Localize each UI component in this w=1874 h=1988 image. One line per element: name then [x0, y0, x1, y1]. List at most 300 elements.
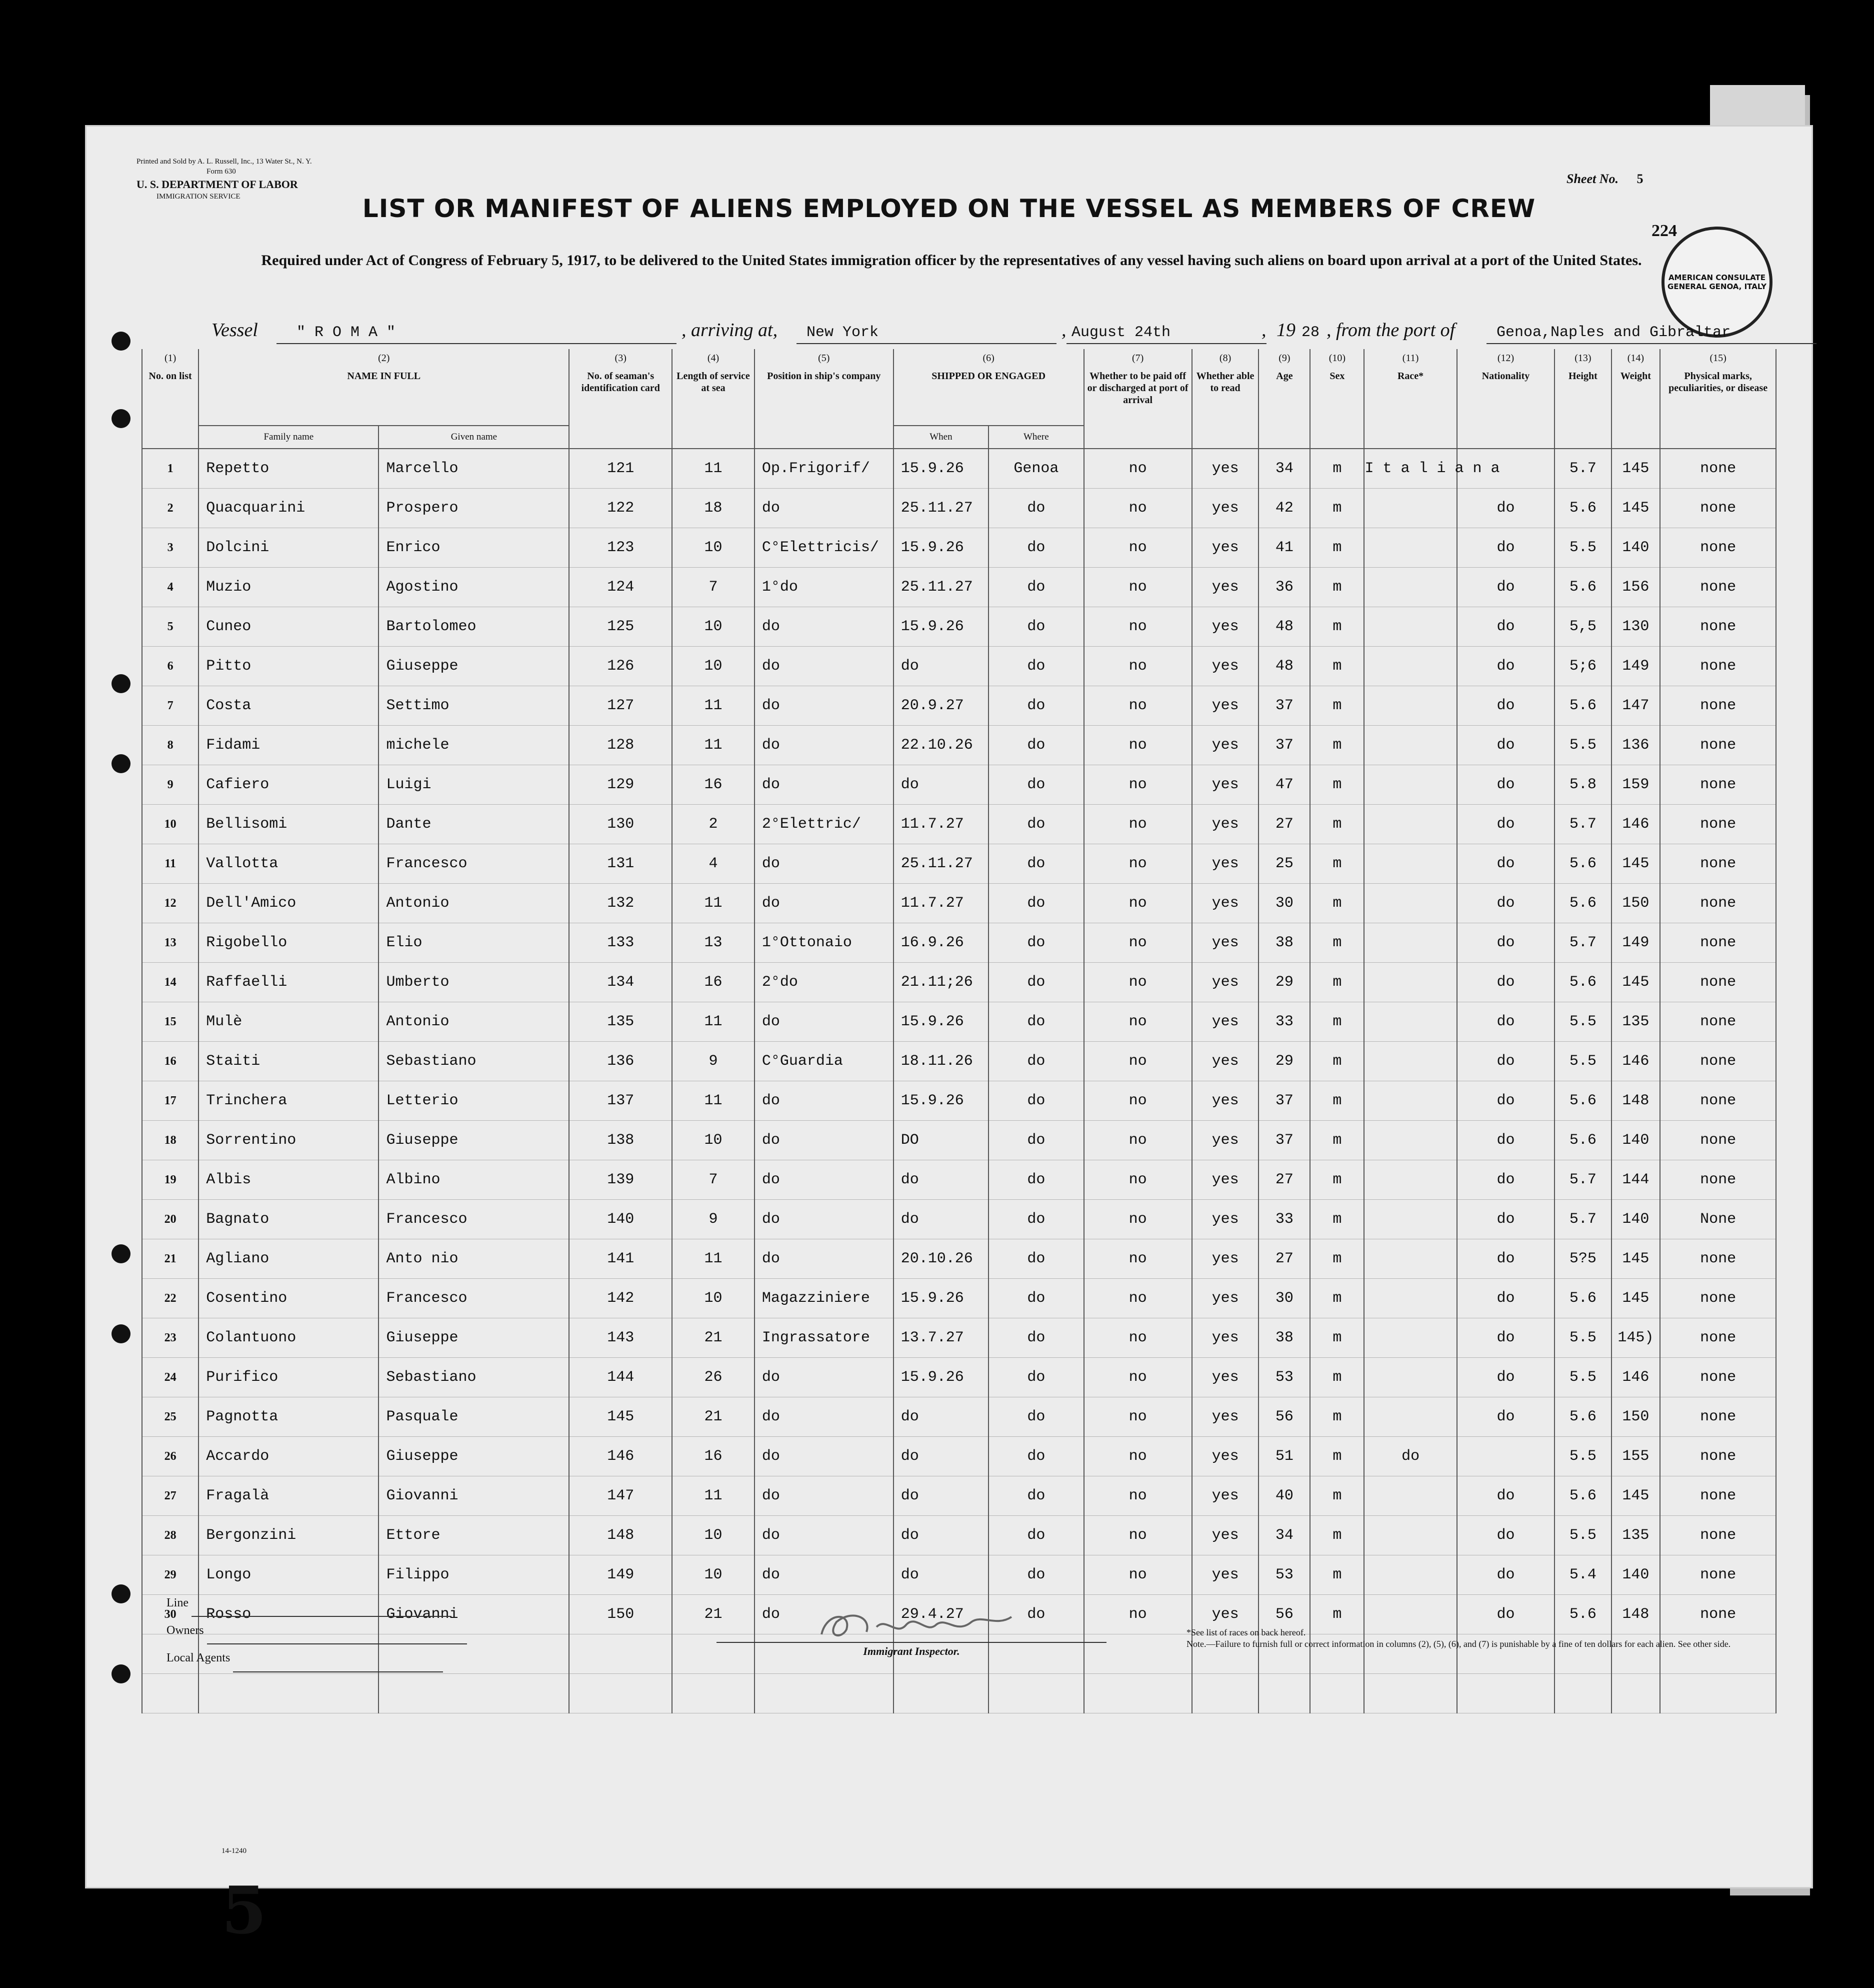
shipped-where: do: [988, 844, 1084, 884]
service-length: 10: [672, 1279, 754, 1318]
age: 38: [1258, 923, 1310, 963]
given-name: Enrico: [378, 528, 569, 568]
nationality: do: [1457, 1476, 1555, 1516]
paid-off: no: [1084, 1121, 1192, 1160]
family-name: Purifico: [198, 1358, 378, 1397]
from-port: Genoa,Naples and Gibraltar: [1496, 324, 1731, 341]
nationality: do: [1457, 844, 1555, 884]
shipped-when: do: [894, 1160, 988, 1200]
id-card-number: 129: [569, 765, 672, 805]
shipped-where: do: [988, 1160, 1084, 1200]
col-number: (14): [1612, 349, 1660, 370]
header-family-name: Family name: [198, 426, 378, 449]
race: [1364, 844, 1456, 884]
shipped-where: do: [988, 1002, 1084, 1042]
position: do: [754, 686, 894, 726]
height: 5.7: [1554, 449, 1611, 489]
height: 5.6: [1554, 1121, 1611, 1160]
height: 5.8: [1554, 765, 1611, 805]
position: do: [754, 1516, 894, 1555]
family-name: Longo: [198, 1555, 378, 1595]
able-to-read: yes: [1192, 765, 1259, 805]
id-card-number: 123: [569, 528, 672, 568]
age: 37: [1258, 726, 1310, 765]
physical-marks: none: [1660, 1042, 1776, 1081]
height: 5.6: [1554, 884, 1611, 923]
height: 5.6: [1554, 844, 1611, 884]
sex: m: [1310, 765, 1364, 805]
position: do: [754, 1239, 894, 1279]
nationality: do: [1457, 1002, 1555, 1042]
weight: 146: [1612, 1042, 1660, 1081]
service-length: 10: [672, 607, 754, 647]
row-number: 7: [142, 686, 198, 726]
height: 5.5: [1554, 1318, 1611, 1358]
given-name: Bartolomeo: [378, 607, 569, 647]
imprint-line: Printed and Sold by A. L. Russell, Inc., 13 Water St., N. Y.: [136, 158, 312, 166]
shipped-when: 13.7.27: [894, 1318, 988, 1358]
able-to-read: yes: [1192, 1200, 1259, 1239]
id-card-number: 127: [569, 686, 672, 726]
sex: m: [1310, 1555, 1364, 1595]
weight: 144: [1612, 1160, 1660, 1200]
arrival-date: August 24th: [1072, 324, 1171, 341]
blank-cell: [378, 1674, 569, 1713]
table-row: [142, 1002, 1776, 1042]
sex: m: [1310, 1002, 1364, 1042]
physical-marks: none: [1660, 647, 1776, 686]
nationality: do: [1457, 1555, 1555, 1595]
weight: 135: [1612, 1002, 1660, 1042]
paid-off: no: [1084, 1555, 1192, 1595]
given-name: Giuseppe: [378, 1318, 569, 1358]
paid-off: no: [1084, 726, 1192, 765]
nationality: do: [1457, 1042, 1555, 1081]
header-paid-off: Whether to be paid off or discharged at port of arrival: [1084, 370, 1192, 449]
family-name: Raffaelli: [198, 963, 378, 1002]
table-row: [142, 1555, 1776, 1595]
table-row: [142, 884, 1776, 923]
row-number: 14: [142, 963, 198, 1002]
paid-off: no: [1084, 489, 1192, 528]
height: 5.6: [1554, 1476, 1611, 1516]
age: 51: [1258, 1437, 1310, 1476]
physical-marks: none: [1660, 1437, 1776, 1476]
service-length: 13: [672, 923, 754, 963]
service-length: 26: [672, 1358, 754, 1397]
shipped-when: DO: [894, 1121, 988, 1160]
race: [1364, 963, 1456, 1002]
physical-marks: none: [1660, 1239, 1776, 1279]
id-card-number: 142: [569, 1279, 672, 1318]
sheet-number-label: Sheet No.: [1566, 172, 1618, 186]
given-name: Francesco: [378, 844, 569, 884]
row-number: 9: [142, 765, 198, 805]
service-length: 2: [672, 805, 754, 844]
race: [1364, 607, 1456, 647]
given-name: Sebastiano: [378, 1042, 569, 1081]
shipped-where: do: [988, 686, 1084, 726]
height: 5.5: [1554, 1437, 1611, 1476]
id-card-number: 146: [569, 1437, 672, 1476]
height: 5.7: [1554, 1160, 1611, 1200]
height: 5.6: [1554, 489, 1611, 528]
blank-cell: [1660, 1674, 1776, 1713]
row-number: 26: [142, 1437, 198, 1476]
signature-block: [166, 1589, 467, 1672]
shipped-where: do: [988, 1437, 1084, 1476]
able-to-read: yes: [1192, 1397, 1259, 1437]
col-number: (9): [1258, 349, 1310, 370]
able-to-read: yes: [1192, 1595, 1259, 1634]
blank-cell: [569, 1634, 672, 1674]
table-row: [142, 568, 1776, 607]
height: 5.5: [1554, 1042, 1611, 1081]
table-row: [142, 528, 1776, 568]
position: do: [754, 647, 894, 686]
paid-off: no: [1084, 1279, 1192, 1318]
weight: 148: [1612, 1595, 1660, 1634]
imprint-department: U. S. DEPARTMENT OF LABOR: [136, 178, 298, 191]
row-number: 10: [142, 805, 198, 844]
shipped-when: 15.9.26: [894, 1002, 988, 1042]
table-row: [142, 1121, 1776, 1160]
arriving-label: , arriving at,: [682, 320, 778, 341]
sex: m: [1310, 1318, 1364, 1358]
age: 37: [1258, 1121, 1310, 1160]
paid-off: no: [1084, 1002, 1192, 1042]
id-card-number: 149: [569, 1555, 672, 1595]
vessel-label: Vessel: [212, 320, 258, 341]
age: 37: [1258, 686, 1310, 726]
race: I t a l i a n a: [1364, 449, 1456, 489]
service-length: 11: [672, 1081, 754, 1121]
shipped-when: do: [894, 1516, 988, 1555]
id-card-number: 147: [569, 1476, 672, 1516]
punch-hole-icon: [112, 1244, 130, 1263]
sheet-number-value: 5: [1636, 172, 1644, 186]
physical-marks: none: [1660, 923, 1776, 963]
family-name: Cuneo: [198, 607, 378, 647]
id-card-number: 145: [569, 1397, 672, 1437]
given-name: Giovanni: [378, 1595, 569, 1634]
position: Ingrassatore: [754, 1318, 894, 1358]
paid-off: no: [1084, 1200, 1192, 1239]
race: [1364, 1121, 1456, 1160]
service-length: 11: [672, 1002, 754, 1042]
physical-marks: none: [1660, 1121, 1776, 1160]
col-number: (11): [1364, 349, 1456, 370]
paid-off: no: [1084, 1042, 1192, 1081]
page-title: LIST OR MANIFEST OF ALIENS EMPLOYED ON THE VESSEL AS MEMBERS OF CREW: [362, 194, 1536, 223]
paid-off: no: [1084, 1476, 1192, 1516]
shipped-where: do: [988, 884, 1084, 923]
header-where: Where: [988, 426, 1084, 449]
table-row: [142, 1042, 1776, 1081]
row-number: 13: [142, 923, 198, 963]
paid-off: no: [1084, 1081, 1192, 1121]
imprint-form: Form 630: [206, 168, 236, 176]
race: [1364, 1476, 1456, 1516]
position: do: [754, 884, 894, 923]
paid-off: no: [1084, 568, 1192, 607]
id-card-number: 125: [569, 607, 672, 647]
weight: 145: [1612, 449, 1660, 489]
id-card-number: 144: [569, 1358, 672, 1397]
table-row: [142, 1160, 1776, 1200]
blank-row: [142, 1674, 1776, 1713]
column-number-row: [142, 349, 1776, 370]
page-subtitle: Required under Act of Congress of February 5, 1917, to be delivered to the United States immigration officer by the representatives of any vessel having such aliens on board upon arrival at a port of the United States.: [261, 252, 1642, 269]
inspector-signature: [716, 1607, 1106, 1658]
line-label: Line: [166, 1596, 188, 1609]
given-name: Antonio: [378, 1002, 569, 1042]
age: 42: [1258, 489, 1310, 528]
crew-manifest-table: [142, 349, 1776, 1713]
row-number: 4: [142, 568, 198, 607]
able-to-read: yes: [1192, 528, 1259, 568]
id-card-number: 131: [569, 844, 672, 884]
header-length-service: Length of service at sea: [672, 370, 754, 449]
shipped-when: 15.9.26: [894, 1081, 988, 1121]
nationality: do: [1457, 647, 1555, 686]
weight: 140: [1612, 1555, 1660, 1595]
shipped-where: do: [988, 765, 1084, 805]
service-length: 11: [672, 726, 754, 765]
shipped-where: do: [988, 1595, 1084, 1634]
able-to-read: yes: [1192, 1516, 1259, 1555]
id-card-number: 143: [569, 1318, 672, 1358]
given-name: Agostino: [378, 568, 569, 607]
sex: m: [1310, 1160, 1364, 1200]
family-name: Costa: [198, 686, 378, 726]
family-name: Repetto: [198, 449, 378, 489]
table-row: [142, 449, 1776, 489]
given-name: Pasquale: [378, 1397, 569, 1437]
blank-cell: [1612, 1674, 1660, 1713]
table-row: [142, 686, 1776, 726]
physical-marks: none: [1660, 805, 1776, 844]
service-length: 21: [672, 1318, 754, 1358]
race: [1364, 1279, 1456, 1318]
given-name: Francesco: [378, 1200, 569, 1239]
physical-marks: none: [1660, 449, 1776, 489]
service-length: 16: [672, 1437, 754, 1476]
age: 27: [1258, 805, 1310, 844]
given-name: Anto nio: [378, 1239, 569, 1279]
nationality: [1457, 1437, 1555, 1476]
weight: 135: [1612, 1516, 1660, 1555]
sex: m: [1310, 844, 1364, 884]
id-card-number: 121: [569, 449, 672, 489]
shipped-when: 16.9.26: [894, 923, 988, 963]
nationality: do: [1457, 528, 1555, 568]
nationality: do: [1457, 1081, 1555, 1121]
id-card-number: 140: [569, 1200, 672, 1239]
race: [1364, 765, 1456, 805]
row-number: 25: [142, 1397, 198, 1437]
paid-off: no: [1084, 844, 1192, 884]
family-name: Colantuono: [198, 1318, 378, 1358]
position: do: [754, 1200, 894, 1239]
position: do: [754, 1160, 894, 1200]
position: Op.Frigorif/: [754, 449, 894, 489]
paid-off: no: [1084, 1239, 1192, 1279]
age: 47: [1258, 765, 1310, 805]
id-card-number: 124: [569, 568, 672, 607]
physical-marks: none: [1660, 1081, 1776, 1121]
shipped-when: 11.7.27: [894, 805, 988, 844]
nationality: do: [1457, 805, 1555, 844]
header-race: Race*: [1364, 370, 1456, 449]
shipped-when: 25.11.27: [894, 844, 988, 884]
table-row: [142, 765, 1776, 805]
physical-marks: none: [1660, 1516, 1776, 1555]
race: [1364, 1397, 1456, 1437]
punch-hole-icon: [112, 409, 130, 428]
physical-marks: none: [1660, 1279, 1776, 1318]
row-number: 8: [142, 726, 198, 765]
col-number: (3): [569, 349, 672, 370]
sex: m: [1310, 489, 1364, 528]
family-name: Albis: [198, 1160, 378, 1200]
inspector-signature-icon: [716, 1607, 1106, 1643]
paid-off: no: [1084, 963, 1192, 1002]
nationality: do: [1457, 1595, 1555, 1634]
family-name: Staiti: [198, 1042, 378, 1081]
given-name: michele: [378, 726, 569, 765]
weight: 149: [1612, 647, 1660, 686]
row-number: 19: [142, 1160, 198, 1200]
id-card-number: 132: [569, 884, 672, 923]
footnote-text: Note.—Failure to furnish full or correct information in columns (2), (5), (6), and (7) is punishable by a fine of ten dollars for each alien. See other side.: [1186, 1639, 1731, 1649]
position: do: [754, 1358, 894, 1397]
paid-off: no: [1084, 884, 1192, 923]
col-number: (4): [672, 349, 754, 370]
table-row: [142, 1318, 1776, 1358]
paid-off: no: [1084, 1160, 1192, 1200]
service-length: 7: [672, 568, 754, 607]
shipped-when: 15.9.26: [894, 449, 988, 489]
age: 48: [1258, 647, 1310, 686]
given-name: Antonio: [378, 884, 569, 923]
sex: m: [1310, 923, 1364, 963]
sex: m: [1310, 1121, 1364, 1160]
family-name: Trinchera: [198, 1081, 378, 1121]
service-length: 7: [672, 1160, 754, 1200]
weight: 145: [1612, 1279, 1660, 1318]
height: 5.6: [1554, 1279, 1611, 1318]
able-to-read: yes: [1192, 1081, 1259, 1121]
nationality: do: [1457, 1239, 1555, 1279]
nationality: do: [1457, 1200, 1555, 1239]
sex: m: [1310, 1081, 1364, 1121]
able-to-read: yes: [1192, 1121, 1259, 1160]
id-card-number: 141: [569, 1239, 672, 1279]
race: [1364, 528, 1456, 568]
row-number: 17: [142, 1081, 198, 1121]
table-row: [142, 923, 1776, 963]
service-length: 16: [672, 963, 754, 1002]
vessel-line: Vessel " R O M A " , arriving at, New York , August 24th , 19 28 , from the port of Genoa,Naples and Gibraltar: [212, 314, 1712, 344]
row-number: 28: [142, 1516, 198, 1555]
age: 36: [1258, 568, 1310, 607]
family-name: Rigobello: [198, 923, 378, 963]
physical-marks: none: [1660, 884, 1776, 923]
table-row: [142, 647, 1776, 686]
family-name: Dell'Amico: [198, 884, 378, 923]
id-card-number: 139: [569, 1160, 672, 1200]
blank-cell: [988, 1674, 1084, 1713]
sex: m: [1310, 1397, 1364, 1437]
id-card-number: 133: [569, 923, 672, 963]
position: 2°Elettric/: [754, 805, 894, 844]
position: do: [754, 607, 894, 647]
paid-off: no: [1084, 1397, 1192, 1437]
shipped-when: 15.9.26: [894, 1279, 988, 1318]
height: 5.7: [1554, 1200, 1611, 1239]
race: [1364, 1081, 1456, 1121]
position: do: [754, 844, 894, 884]
arriving-port: New York: [806, 324, 879, 341]
given-name: Giovanni: [378, 1476, 569, 1516]
shipped-where: do: [988, 1318, 1084, 1358]
height: 5.6: [1554, 1595, 1611, 1634]
id-card-number: 134: [569, 963, 672, 1002]
service-length: 16: [672, 765, 754, 805]
sex: m: [1310, 1516, 1364, 1555]
blank-cell: [1310, 1674, 1364, 1713]
race: [1364, 805, 1456, 844]
shipped-where: do: [988, 1279, 1084, 1318]
col-number: (10): [1310, 349, 1364, 370]
able-to-read: yes: [1192, 607, 1259, 647]
blank-cell: [198, 1674, 378, 1713]
blank-cell: [672, 1674, 754, 1713]
seal-text: AMERICAN CONSULATE GENERAL GENOA, ITALY: [1668, 273, 1766, 291]
able-to-read: yes: [1192, 884, 1259, 923]
service-length: 21: [672, 1397, 754, 1437]
given-name: Giuseppe: [378, 647, 569, 686]
col-number: (15): [1660, 349, 1776, 370]
position: do: [754, 1555, 894, 1595]
sex: m: [1310, 1358, 1364, 1397]
height: 5?5: [1554, 1239, 1611, 1279]
shipped-when: 25.11.27: [894, 489, 988, 528]
table-row: [142, 1516, 1776, 1555]
position: do: [754, 1595, 894, 1634]
table-row: [142, 1279, 1776, 1318]
able-to-read: yes: [1192, 1279, 1259, 1318]
paid-off: no: [1084, 1595, 1192, 1634]
shipped-where: do: [988, 1042, 1084, 1081]
table-row: [142, 805, 1776, 844]
family-name: Muzio: [198, 568, 378, 607]
family-name: Agliano: [198, 1239, 378, 1279]
family-name: Dolcini: [198, 528, 378, 568]
age: 53: [1258, 1358, 1310, 1397]
age: 53: [1258, 1555, 1310, 1595]
shipped-where: do: [988, 1476, 1084, 1516]
table-row: [142, 1476, 1776, 1516]
given-name: Dante: [378, 805, 569, 844]
header-when: When: [894, 426, 988, 449]
table-row: [142, 1437, 1776, 1476]
row-number: 24: [142, 1358, 198, 1397]
physical-marks: none: [1660, 607, 1776, 647]
row-number: 11: [142, 844, 198, 884]
punch-hole-icon: [112, 1584, 130, 1603]
